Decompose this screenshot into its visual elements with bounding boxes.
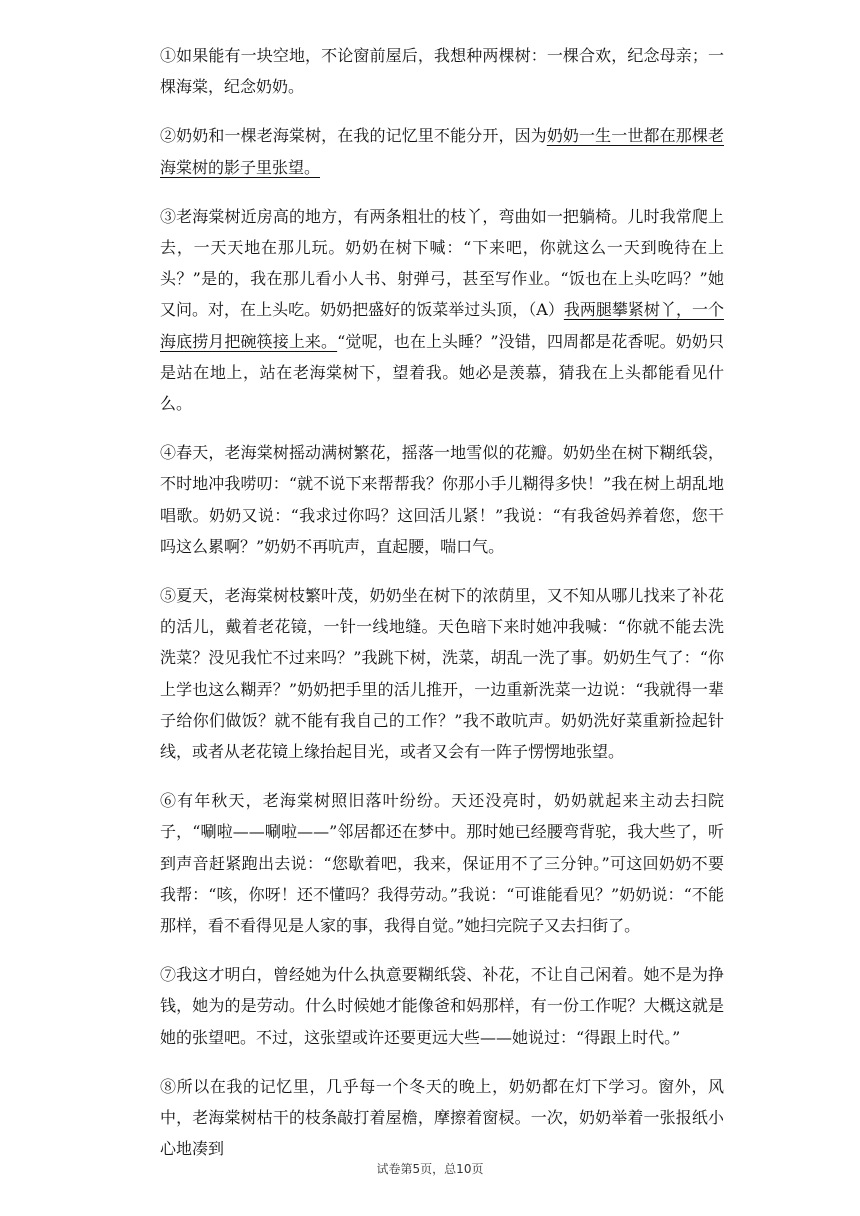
paragraph-text: ⑧所以在我的记忆里，几乎每一个冬天的晚上，奶奶都在灯下学习。窗外，风中，老海棠树枯干的枝条敲打着屋檐，摩擦着窗棂。一次，奶奶举着一张报纸小心地凑到 [160, 1076, 724, 1159]
paragraph-5 [160, 580, 724, 767]
paragraph-2 [160, 120, 724, 182]
paragraph-7 [160, 959, 724, 1053]
paragraph-text: ④春天，老海棠树摇动满树繁花，摇落一地雪似的花瓣。奶奶坐在树下糊纸袋，不时地冲我唠叨：“就不说下来帮帮我？你那小手儿糊得多快！”我在树上胡乱地唱歌。奶奶又说：“我求过你吗？这回活儿紧！”我说：“有我爸妈养着您，您干吗这么累啊？”奶奶不再吭声，直起腰，喘口气。 [160, 443, 724, 556]
paragraph-text: ⑥有年秋天，老海棠树照旧落叶纷纷。天还没亮时，奶奶就起来主动去扫院子，“唰啦——唰啦——”邻居都还在梦中。那时她已经腰弯背驼，我大些了，听到声音赶紧跑出去说：“您歇着吧，我来，保证用不了三分钟。”可这回奶奶不要我帮：“咳，你呀！还不懂吗？我得劳动。”我说：“可谁能看见？”奶奶说：“不能那样，看不看得见是人家的事，我得自觉。”她扫完院子又去扫街了。 [160, 791, 724, 936]
paragraph-text: “觉呢，也在上头睡？”没错，四周都是花香呢。奶奶只是站在地上，站在老海棠树下，望着我。她必是羡慕，猜我在上头都能看见什么。 [160, 331, 724, 414]
paragraph-3 [160, 201, 724, 419]
underlined-sentence: 奶奶一生一世都在那棵老海棠树的影子里张望。 [160, 126, 724, 177]
passage [160, 40, 724, 1183]
underlined-sentence: 我两腿攀紧树丫，一个海底捞月把碗筷接上来。 [160, 300, 724, 351]
paragraph-6 [160, 785, 724, 941]
paragraph-1 [160, 40, 724, 102]
paragraph-text: ⑦我这才明白，曾经她为什么执意要糊纸袋、补花，不让自己闲着。她不是为挣钱，她为的是劳动。什么时候她才能像爸和妈那样，有一份工作呢？大概这就是她的张望吧。不过，这张望或许还要更远大些——她说过：“得跟上时代。” [160, 965, 724, 1047]
paragraph-8 [160, 1071, 724, 1165]
paragraph-text: ⑤夏天，老海棠树枝繁叶茂，奶奶坐在树下的浓荫里，又不知从哪儿找来了补花的活儿，戴着老花镜，一针一线地缝。天色暗下来时她冲我喊：“你就不能去洗洗菜？没见我忙不过来吗？”我跳下树，洗菜，胡乱一洗了事。奶奶生气了：“你上学也这么糊弄？”奶奶把手里的活儿推开，一边重新洗菜一边说：“我就得一辈子给你们做饭？就不能有我自己的工作？”我不敢吭声。奶奶洗好菜重新捡起针线，或者从老花镜上缘抬起目光，或者又会有一阵子愣愣地张望。 [160, 586, 724, 762]
paragraph-text: ②奶奶和一棵老海棠树，在我的记忆里不能分开，因为 [160, 126, 547, 146]
paragraph-text: ③老海棠树近房高的地方，有两条粗壮的枝丫，弯曲如一把躺椅。儿时我常爬上去，一天天地在那儿玩。奶奶在树下喊：“下来吧，你就这么一天到晚待在上头？”是的，我在那儿看小人书、射弹弓，甚至写作业。“饭也在上头吃吗？”她又问。对，在上头吃。奶奶把盛好的饭菜举过头顶，（A） [160, 206, 724, 320]
paragraph-4 [160, 437, 724, 562]
paragraph-text: ①如果能有一块空地，不论窗前屋后，我想种两棵树：一棵合欢，纪念母亲；一棵海棠，纪念奶奶。 [160, 46, 724, 97]
page-footer: 试卷第5页，总10页 [376, 1162, 484, 1176]
